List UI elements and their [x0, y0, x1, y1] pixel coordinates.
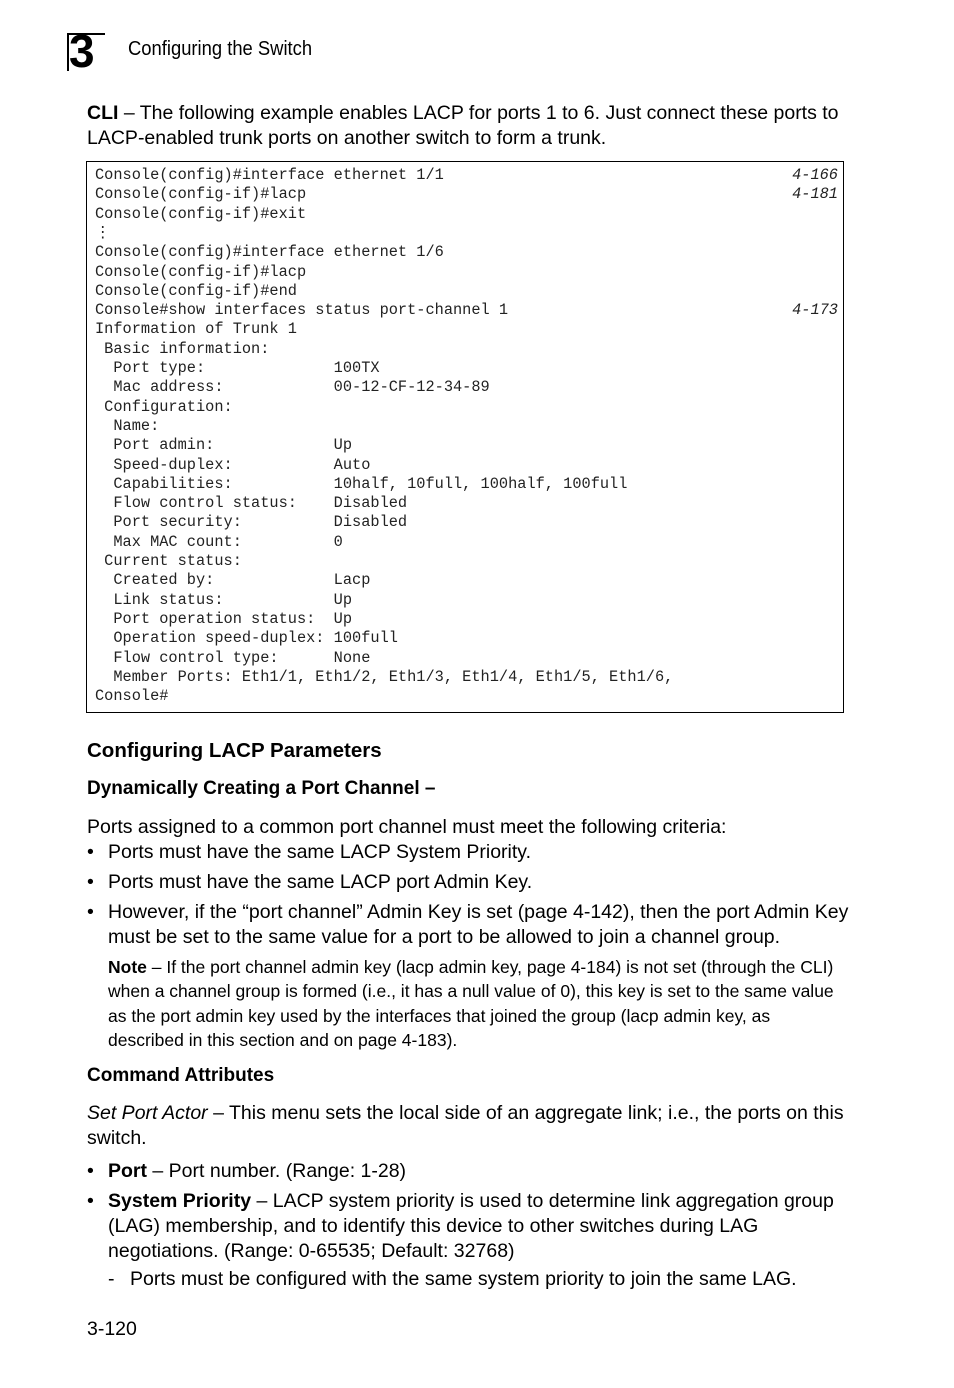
code-line: Basic information:	[95, 339, 270, 358]
priority-label: System Priority	[108, 1190, 252, 1212]
code-page-ref: 4-166	[792, 166, 838, 184]
actor-label: Set Port Actor	[87, 1102, 208, 1124]
note-label: Note	[108, 957, 147, 977]
code-line: Created by: Lacp	[95, 571, 371, 590]
bullet-text	[108, 1189, 853, 1264]
code-line: Name:	[95, 416, 160, 435]
code-line: Console(config-if)#end	[95, 281, 297, 300]
port-label: Port	[108, 1160, 147, 1182]
code-line: Link status: Up	[95, 590, 353, 609]
code-line: Operation speed-duplex: 100full	[95, 629, 398, 648]
chapter-number: 3	[69, 25, 94, 77]
code-line: Member Ports: Eth1/1, Eth1/2, Eth1/3, Eth1/4, Eth1/5, Eth1/6,	[95, 667, 674, 686]
bullet-text: However, if the “port channel” Admin Key is set (page 4-142), then the port Admin Key must be set to the same value for a port to be allowed to join a channel group.	[108, 901, 849, 948]
code-line: Configuration:	[95, 397, 233, 416]
code-example	[86, 161, 844, 713]
dash-text: Ports must be configured with the same system priority to join the same LAG.	[130, 1268, 797, 1290]
code-line: Console(config-if)#exit	[95, 204, 307, 223]
note-text: – If the port channel admin key (lacp admin key, page 4-184) is not set (through the CLI) when a channel group is formed (i.e., it has a null value of 0), this key is set to the same value as the port admin key used by the interfaces that joined the group (lacp admin key, as described in this section and on page 4-183).	[108, 957, 834, 1050]
code-line: Information of Trunk 1	[95, 320, 297, 339]
code-line: Console(config)#interface ethernet 1/6	[95, 243, 444, 262]
code-page-ref: 4-173	[792, 301, 838, 320]
bullet-text: Ports must have the same LACP port Admin Key.	[108, 871, 533, 893]
code-line: Speed-duplex: Auto	[95, 455, 371, 474]
dash-marker: -	[108, 1268, 115, 1290]
bullet-marker: •	[87, 901, 94, 923]
intro-paragraph	[87, 101, 857, 151]
code-line: Port type: 100TX	[95, 359, 380, 377]
code-line: Console(config)#interface ethernet 1/1	[95, 166, 444, 184]
code-page-ref: 4-181	[792, 185, 838, 204]
bullet-marker: •	[87, 841, 94, 863]
subsection-heading: Dynamically Creating a Port Channel –	[87, 778, 436, 799]
chapter-title: Configuring the Switch	[128, 38, 313, 60]
bullet-text	[108, 1159, 853, 1184]
port-text: – Port number. (Range: 1-28)	[147, 1160, 407, 1182]
intro-text: – The following example enables LACP for ports 1 to 6. Just connect these ports to LACP-enabled trunk ports on another switch to form a trunk.	[87, 102, 839, 149]
code-line: Mac address: 00-12-CF-12-34-89	[95, 378, 490, 397]
intro-lead: CLI	[87, 102, 119, 124]
bullet-text: Ports must have the same LACP System Priority.	[108, 841, 532, 863]
page-number: 3-120	[87, 1318, 137, 1340]
attributes-heading: Command Attributes	[87, 1065, 275, 1086]
section-heading: Configuring LACP Parameters	[87, 739, 382, 762]
code-line: Port admin: Up	[95, 436, 353, 455]
code-line: Port security: Disabled	[95, 513, 408, 532]
note-paragraph	[108, 955, 848, 1052]
priority-text: – LACP system priority is used to determine link aggregation group (LAG) membership, and to identify this device to other switches during LAG negotiations. (Range: 0-65535; Default: 32768)	[108, 1190, 834, 1262]
bullet-marker: •	[87, 1160, 94, 1182]
code-line: Console(config-if)#lacp	[95, 185, 307, 204]
code-line: Console#show interfaces status port-channel 1	[95, 301, 509, 320]
bullet-marker: •	[87, 871, 94, 893]
code-line: Capabilities: 10half, 10full, 100half, 100full	[95, 474, 628, 493]
code-line: Console#	[95, 687, 169, 706]
code-line: Port operation status: Up	[95, 609, 353, 628]
code-line: Max MAC count: 0	[95, 532, 343, 551]
code-line: ⋮	[95, 223, 111, 242]
actor-text: – This menu sets the local side of an aggregate link; i.e., the ports on this switch.	[87, 1102, 844, 1149]
code-line: Current status:	[95, 552, 242, 570]
actor-paragraph	[87, 1101, 857, 1151]
code-line: Flow control status: Disabled	[95, 494, 408, 513]
code-line: Flow control type: None	[95, 648, 371, 667]
code-line: Console(config-if)#lacp	[95, 262, 307, 281]
criteria-intro: Ports assigned to a common port channel must meet the following criteria:	[87, 816, 727, 838]
bullet-marker: •	[87, 1190, 94, 1212]
